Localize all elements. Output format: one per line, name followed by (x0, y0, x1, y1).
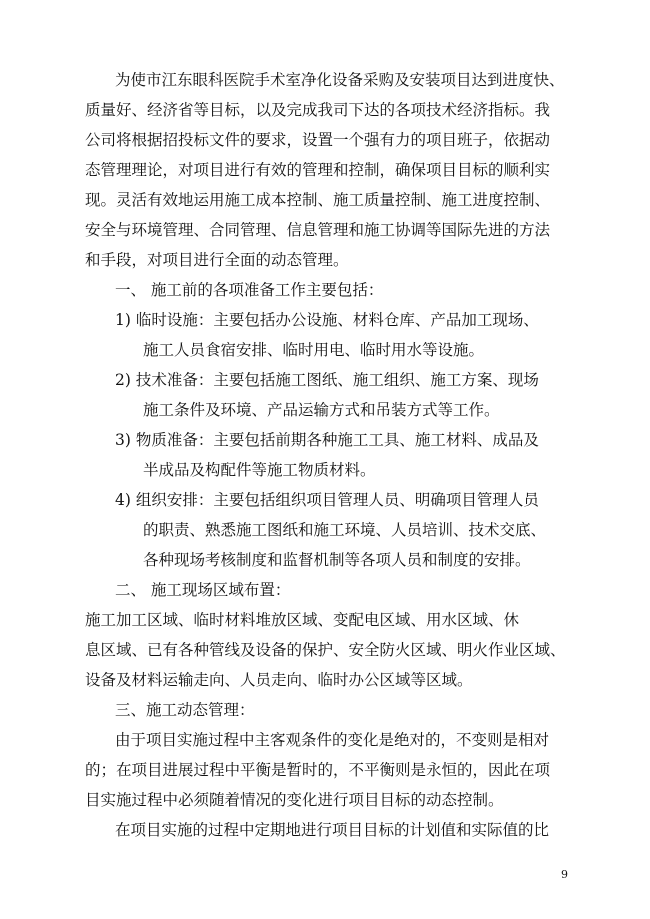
para1-line-7: 和手段，对项目进行全面的动态管理。 (85, 251, 349, 269)
list-item-4-cont-1: 的职责、熟悉施工图纸和施工环境、人员培训、技术交底、 (143, 521, 547, 539)
para4-line-1: 在项目实施的过程中定期地进行项目目标的计划值和实际值的比 (115, 821, 550, 839)
para2-line-3: 设备及材料运输走向、人员走向、临时办公区域等区域。 (85, 671, 473, 689)
list-item-4-cont-2: 各种现场考核制度和监督机制等各项人员和制度的安排。 (143, 551, 531, 569)
para3-line-3: 目实施过程中必须随着情况的变化进行项目目标的动态控制。 (85, 791, 504, 809)
section-heading-3: 三、施工动态管理： (115, 701, 255, 719)
page-number: 9 (561, 868, 568, 881)
list-item-3: 3) 物质准备：主要包括前期各种施工工具、施工材料、成品及 (115, 431, 539, 449)
para2-line-2: 息区域、已有各种管线及设备的保护、安全防火区域、明火作业区域、 (85, 641, 566, 659)
list-item-2: 2) 技术准备：主要包括施工图纸、施工组织、施工方案、现场 (115, 371, 539, 389)
para1-line-3: 公司将根据招投标文件的要求，设置一个强有力的项目班子，依据动 (85, 131, 551, 149)
para3-line-2: 的；在项目进展过程中平衡是暂时的，不平衡则是永恒的，因此在项 (85, 761, 551, 779)
section-heading-1: 一、 施工前的各项准备工作主要包括： (115, 281, 384, 299)
section-heading-2: 二、 施工现场区域布置： (115, 581, 291, 599)
para3-line-1: 由于项目实施过程中主客观条件的变化是绝对的，不变则是相对 (115, 731, 550, 749)
para2-line-1: 施工加工区域、临时材料堆放区域、变配电区域、用水区域、休 (85, 611, 520, 629)
list-item-2-cont: 施工条件及环境、产品运输方式和吊装方式等工作。 (143, 401, 500, 419)
list-item-1: 1) 临时设施：主要包括办公设施、材料仓库、产品加工现场、 (115, 311, 539, 329)
para1-line-5: 现。灵活有效地运用施工成本控制、施工质量控制、施工进度控制、 (85, 191, 551, 209)
para1-line-6: 安全与环境管理、合同管理、信息管理和施工协调等国际先进的方法 (85, 221, 551, 239)
para1-line-4: 态管理理论，对项目进行有效的管理和控制，确保项目目标的顺利实 (85, 161, 551, 179)
list-item-1-cont: 施工人员食宿安排、临时用电、临时用水等设施。 (143, 341, 485, 359)
list-item-4: 4) 组织安排：主要包括组织项目管理人员、明确项目管理人员 (115, 491, 539, 509)
list-item-3-cont: 半成品及构配件等施工物质材料。 (143, 461, 376, 479)
para1-line-2: 质量好、经济省等目标，以及完成我司下达的各项技术经济指标。我 (85, 101, 551, 119)
para1-line-1: 为使市江东眼科医院手术室净化设备采购及安装项目达到进度快、 (115, 71, 565, 89)
